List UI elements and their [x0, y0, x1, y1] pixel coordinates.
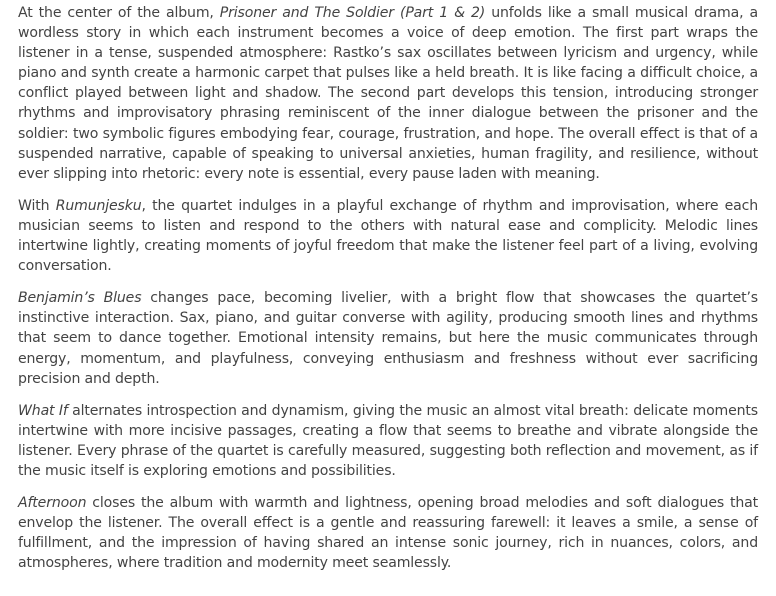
article-body [18, 3, 758, 585]
track-title: Benjamin’s Blues [18, 290, 142, 307]
paragraph-what-if [18, 401, 758, 481]
paragraph-lead: At the center of the album, [18, 5, 220, 21]
paragraph-text: closes the album with warmth and lightness, opening broad melodies and soft dialogues that envelop the listener. The overall effect is a gentle and reassuring farewell: it leaves a smile, a sense of fulfillment, and the impression of having shared an intense sonic journey, rich in nuances, colors, and atmospheres, where tradition and modernity meet seamlessly. [18, 495, 758, 572]
paragraph-text: changes pace, becoming livelier, with a bright flow that showcases the quartet’s instinctive interaction. Sax, piano, and guitar converse with agility, producing smooth lines and rhythms that seem to dance together. Emotional intensity remains, but here the music communicates through energy, momentum, and playfulness, conveying enthusiasm and freshness without ever sacrificing precision and depth. [18, 290, 758, 387]
track-title: Afternoon [18, 495, 87, 512]
track-title: Prisoner and The Soldier (Part 1 & 2) [219, 5, 486, 21]
paragraph-benjamins-blues [18, 288, 758, 388]
paragraph-text: , the quartet indulges in a playful exchange of rhythm and improvisation, where each musician seems to listen and respond to the others with natural ease and complicity. Melodic lines intertwine lightly, creating moments of joyful freedom that make the listener feel part of a living, evolving conversation. [18, 197, 759, 275]
track-title: What If [18, 402, 68, 419]
paragraph-text: alternates introspection and dynamism, giving the music an almost vital breath: delicate moments intertwine with more incisive passages, creating a flow that seems to breathe and vibrate alongside the listener. Every phrase of the quartet is carefully measured, suggesting both reflection and movement, as if the music itself is exploring emotions and possibilities. [18, 402, 758, 479]
paragraph-text: unfolds like a small musical drama, a wordless story in which each instrument becomes a voice of deep emotion. The first part wraps the listener in a tense, suspended atmosphere: Rastko’s sax oscillates between lyricism and urgency, while piano and synth create a harmonic carpet that pulses like a held breath. It is like facing a difficult choice, a conflict played between light and shadow. The second part develops this tension, introducing stronger rhythms and improvisatory phrasing reminiscent of the inner dialogue between the prisoner and the soldier: two symbolic figures embodying fear, courage, frustration, and hope. The overall effect is that of a suspended narrative, capable of speaking to universal anxieties, human fragility, and resilience, without ever slipping into rhetoric: every note is essential, every pause laden with meaning. [18, 5, 758, 182]
track-title: Rumunjesku [55, 197, 142, 214]
paragraph-rumunjesku [18, 196, 758, 276]
paragraph-afternoon [18, 493, 758, 573]
paragraph-prisoner-and-the-soldier [18, 3, 758, 184]
paragraph-lead: With [18, 197, 56, 214]
